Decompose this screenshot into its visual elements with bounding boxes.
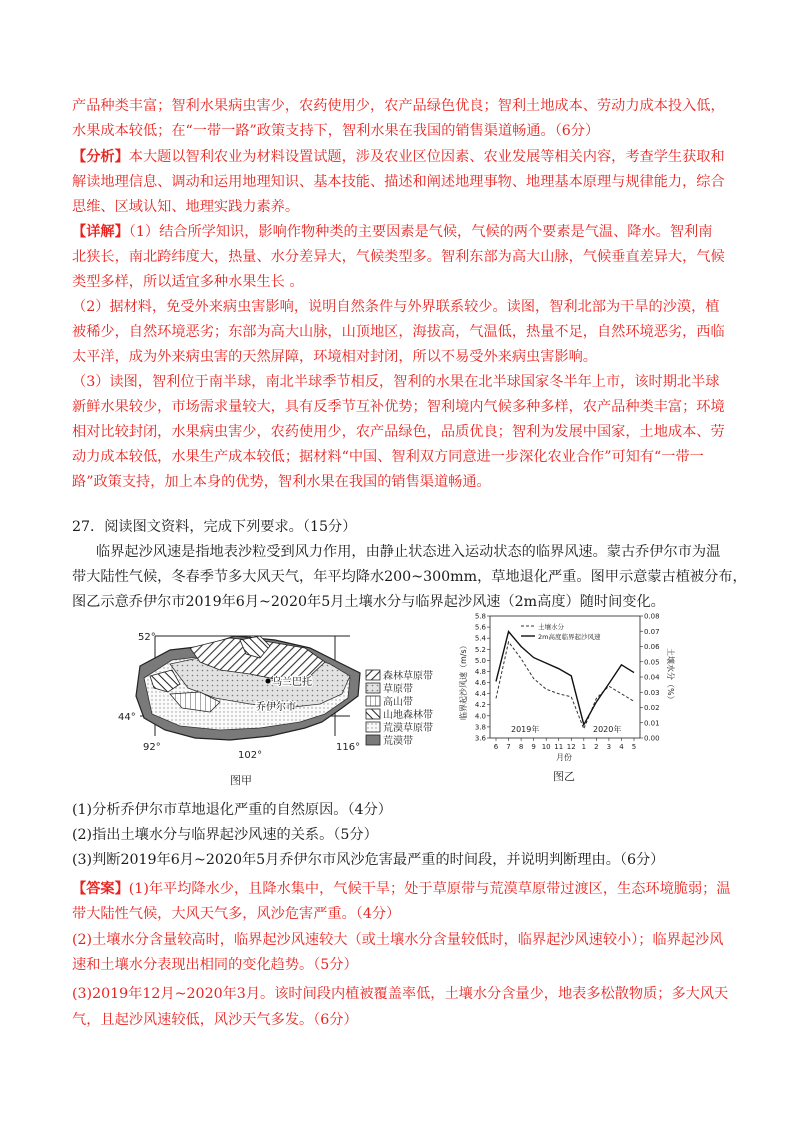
y2-axis-ticks [640,613,660,743]
y2-tick-label: 0.08 [644,612,660,621]
city-marker [266,679,271,684]
answer-line: 气，且起沙风速较低，风沙天气多发。（6分） [72,1012,358,1028]
y-tick-label: 5.0 [474,656,486,665]
city-label: 乔伊尔市 [256,702,296,713]
detail-line-1 [72,222,712,242]
y2-tick-label: 0.01 [644,719,660,728]
detail-line: 相对比较封闭，水果病虫害少，农药使用少，农产品绿色，品质优良；智利为发展中国家，土地成本、劳 [72,424,725,440]
material-line: 带大陆性气候，冬春季节多大风天气，年平均降水200~300mm，草地退化严重。图甲示意蒙古植被分布， [72,569,747,585]
x-tick-label: 6 [493,743,499,751]
answer-line-1 [72,879,731,899]
map-legend [366,669,433,747]
answer-line: 带大陆性气候，大风天气多，风沙危害严重。（4分） [72,906,401,922]
detail-line: 新鲜水果较少，市场需求量较大，具有反季节互补优势；智利境内气候多种多样，农产品种类丰富；环境 [72,399,725,415]
legend-label-soil: 土壤水分 [538,623,564,631]
detail-line: 北狭长，南北跨纬度大，热量、水分差异大，气候类型多。智利东部为高大山脉，气候垂直差异大，气候 [72,249,725,265]
x-tick-label: 10 [541,743,551,751]
map-caption: 图甲 [230,774,252,787]
detail-line: 动力成本较低，水果生产成本较低；据材料“中国、智利双方同意进一步深化农业合作”可知有“一带一 [72,449,704,465]
y2-tick-label: 0.00 [644,734,660,743]
y2-axis-title: 土壤水分（%） [666,648,675,704]
legend-swatch [366,722,380,732]
y-tick-label: 5.2 [474,645,486,654]
detail-line: 太平洋，成为外来病虫害的天然屏障，环境相对封闭，所以不易受外来病虫害影响。 [72,349,597,365]
y2-tick-label: 0.03 [644,688,660,697]
x-tick-label: 11 [554,743,564,751]
lon-label: 116° [336,742,361,753]
y-tick-label: 4.4 [474,690,486,699]
year-label-2019: 2019年 [511,725,540,734]
y-axis-ticks [475,613,490,743]
series-line-wind-speed [496,632,634,725]
x-tick-label: 1 [581,743,587,751]
analysis-line: 思维、区域认知、地理实践力素养。 [72,199,300,215]
legend-label: 高山带 [383,697,413,708]
answer-line: 速和土壤水分表现出相同的变化趋势。（5分） [72,957,358,973]
legend-label: 山地森林带 [383,710,433,721]
city-label: 乌兰巴托 [272,677,312,688]
lon-label: 102° [238,750,263,761]
legend-label: 荒漠带 [383,736,413,747]
analysis-line: 解读地理信息、调动和运用地理知识、基本技能、描述和阐述地理事物、地理基本原理与规律能力，综合 [72,174,725,190]
x-tick-label: 3 [606,743,612,751]
y-tick-label: 5.4 [474,634,486,643]
chart-legend [521,622,601,641]
x-tick-label: 2 [594,743,599,751]
y2-tick-label: 0.04 [644,673,660,682]
question-item: (2)指出土壤水分与临界起沙风速的关系。（5分） [72,827,378,843]
analysis-tag: 【分析】 [72,149,129,165]
detail-line: （3）读图，智利位于南半球，南北半球季节相反，智利的水果在北半球国家冬半年上市，该时期北半球 [72,374,720,390]
x-tick-label: 9 [531,743,536,751]
material-line: 图乙示意乔伊尔市2019年6月~2020年5月土壤水分与临界起沙风速（2m高度）随时间变化。 [72,594,665,610]
y2-tick-label: 0.07 [644,627,660,636]
detail-tag: 【详解】 [72,224,129,240]
y-tick-label: 5.6 [474,623,486,632]
legend-label: 草原带 [383,684,413,695]
y-tick-label: 3.8 [474,723,486,732]
y2-tick-label: 0.05 [644,658,660,667]
y-tick-label: 5.8 [474,612,486,621]
legend-swatch [366,670,380,680]
answer-line: (2)土壤水分含量较高时，临界起沙风速较大（或土壤水分含量较低时，临界起沙风速较小）；临界起沙风 [72,932,724,948]
x-tick-label: 4 [619,743,624,751]
answer-tag: 【答案】 [72,881,129,897]
y-tick-label: 4.8 [474,667,486,676]
x-tick-label: 8 [518,743,524,751]
x-tick-label: 7 [506,743,511,751]
detail-line: 类型多样，所以适宜多种水果生长 。 [72,274,304,290]
legend-label: 森林草原带 [383,671,433,682]
y-tick-label: 4.2 [474,701,486,710]
legend-label-wind: 2m高度临界起沙风速 [538,633,601,641]
legend-swatch [366,709,380,719]
material-line: 临界起沙风速是指地表沙粒受到风力作用，由静止状态进入运动状态的临界风速。蒙古乔伊尔市为温 [96,544,721,560]
y-tick-label: 3.6 [474,734,486,743]
detail-line: （2）据材料，免受外来病虫害影响，说明自然条件与外界联系较少。读图，智利北部为干旱的沙漠，植 [72,299,720,315]
chart-series [496,632,634,729]
detail-line: 路”政策支持，加上本身的优势，智利水果在我国的销售渠道畅通。 [72,474,491,490]
detail-text: （1）结合所学知识，影响作物种类的主要因素是气候，气候的两个要素是气温、降水。智利南 [128,224,713,240]
answer-line: 水果成本较低；在“一带一路”政策支持下，智利水果在我国的销售渠道畅通。（6分） [72,123,600,139]
question-item: (3)判断2019年6月~2020年5月乔伊尔市风沙危害最严重的时间段，并说明判断理由。（6分） [72,852,665,868]
year-label-2020: 2020年 [593,725,622,734]
soil-wind-chart [455,608,675,790]
y2-tick-label: 0.02 [644,704,660,712]
y-tick-label: 4.0 [474,712,486,721]
x-tick-label: 5 [631,743,637,751]
answer-line: 产品种类丰富；智利水果病虫害少，农药使用少，农产品绿色优良；智利土地成本、劳动力成本投入低， [72,98,725,114]
answer-line: (3)2019年12月~2020年3月。该时间段内植被覆盖率低，土壤水分含量少，地表多松散物质；多大风天 [72,986,729,1002]
lat-label: 52° [138,632,156,643]
lat-label: 44° [118,712,136,723]
y2-tick-label: 0.06 [644,643,660,651]
analysis-line-1 [72,147,725,167]
question-item: (1)分析乔伊尔市草地退化严重的自然原因。（4分） [72,802,392,818]
y-tick-label: 4.6 [474,679,486,688]
legend-swatch [366,683,380,693]
lon-label: 92° [143,742,161,753]
detail-line: 被稀少，自然环境恶劣；东部为高大山脉，山顶地区，海拔高，气温低，热量不足，自然环境恶劣，西临 [72,324,725,340]
legend-swatch [366,735,380,745]
y-axis-title: 临界起沙风速（m/s） [459,641,468,720]
legend-swatch [366,696,380,706]
series-line-soil-moisture [496,642,634,729]
analysis-text: 本大题以智利农业为材料设置试题，涉及农业区位因素、农业发展等相关内容，考查学生获取和 [128,149,725,165]
answer-text: (1)年平均降水少，且降水集中，气候干旱；处于草原带与荒漠草原带过渡区，生态环境脆弱；温 [128,881,731,897]
question-header: 27．阅读图文资料，完成下列要求。（15分） [72,519,357,535]
x-tick-label: 12 [566,743,576,751]
chart-caption: 图乙 [553,770,575,783]
x-axis-title: 月份 [556,753,572,762]
x-axis-ticks [494,738,636,751]
vegetation-map [110,618,445,793]
legend-label: 荒漠草原带 [383,723,433,734]
